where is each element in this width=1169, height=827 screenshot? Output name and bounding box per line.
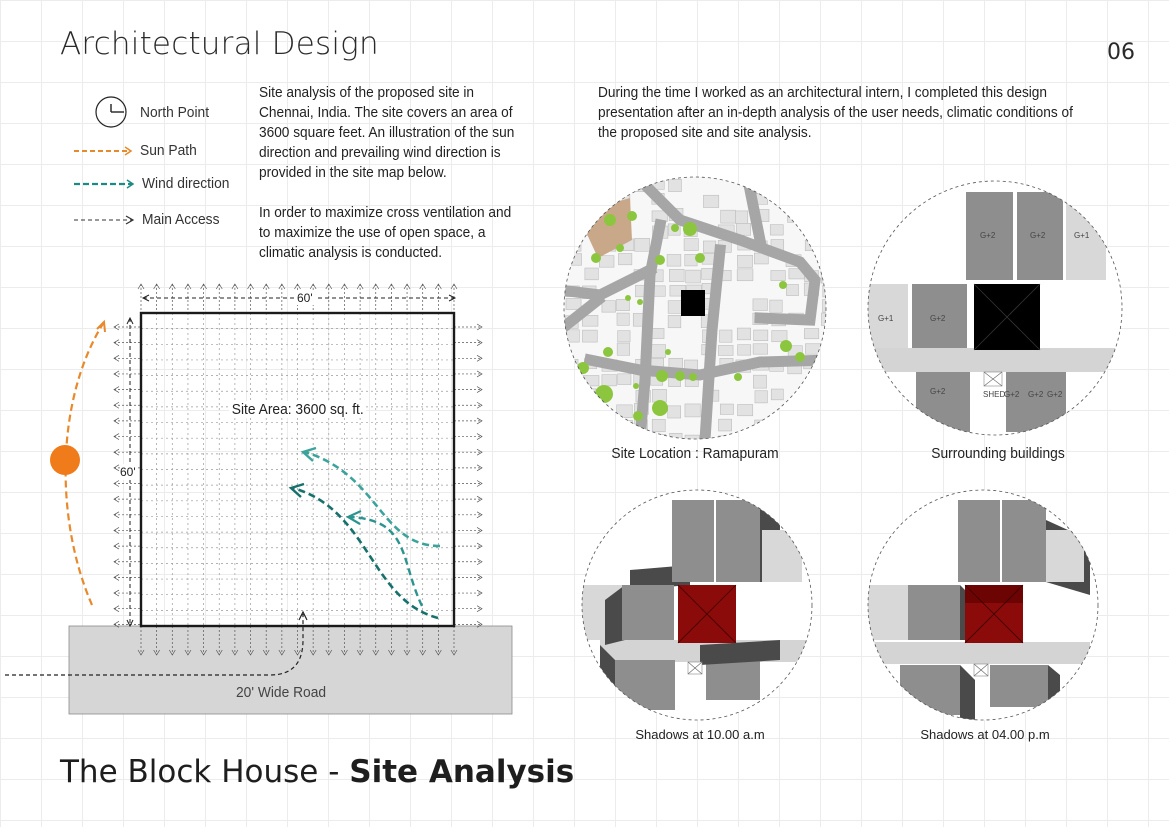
building-block: [582, 389, 596, 399]
tree-icon: [675, 371, 685, 381]
footer-title: [60, 754, 574, 790]
building-block: [805, 240, 818, 250]
tree-icon: [595, 385, 613, 403]
tree-icon: [591, 253, 601, 263]
building-block: [685, 404, 700, 417]
site-description-text: Site analysis of the proposed site in Chennai, India. The site covers an area of 3600 square feet. An illustration of the sun direction and prevailing wind direction is provided in the site map below.: [259, 84, 515, 181]
building-block: [821, 374, 836, 385]
legend-north-point-label: North Point: [140, 104, 210, 121]
building-block: [753, 299, 767, 311]
building-block: [582, 420, 594, 431]
building-block: [720, 330, 732, 342]
building-block: [567, 375, 583, 386]
building-block: [821, 270, 834, 283]
building-block: [753, 344, 767, 354]
building-block: [668, 301, 683, 314]
climate-description-text: In order to maximize cross ventilation and to maximize the use of open space, a climatic analysis is conducted.: [259, 204, 512, 261]
building-block: [567, 421, 583, 434]
building-block: [599, 256, 614, 267]
legend-main-access-label: Main Access: [142, 211, 220, 228]
building-block: [619, 420, 633, 430]
building-block: [565, 196, 579, 207]
tree-icon: [779, 281, 787, 289]
tree-icon: [689, 373, 697, 381]
building-block: [718, 345, 733, 355]
tree-icon: [633, 383, 639, 389]
sun-path-arrow-icon: [74, 147, 131, 155]
building-block: [566, 298, 581, 309]
tree-icon: [671, 224, 679, 232]
building-block: [566, 404, 581, 414]
intro-text: During the time I worked as an architectural intern, I completed this design presentation after an in-depth analysis of the user needs, climatic conditions of the proposed site and site analysis.: [598, 84, 1073, 141]
legend-sun-path-label: Sun Path: [140, 142, 197, 159]
building-block: [651, 345, 665, 358]
road-label: 20' Wide Road: [236, 684, 327, 701]
building-block: [770, 300, 782, 312]
building-block: [771, 270, 785, 280]
building-block: [755, 391, 767, 403]
surrounding-buildings-caption: Surrounding buildings: [931, 445, 1065, 462]
building-block: [804, 328, 818, 338]
shadows-am-caption: Shadows at 10.00 a.m: [635, 727, 765, 742]
tree-icon: [652, 400, 668, 416]
building-block: [820, 403, 832, 414]
building-block: [771, 420, 787, 433]
tree-icon: [616, 244, 624, 252]
sun-icon: [50, 445, 80, 475]
building-block: [786, 419, 801, 431]
sun-path: [50, 322, 105, 605]
building-block: [771, 389, 783, 400]
tree-icon: [795, 352, 805, 362]
footer-title-light: The Block House -: [60, 754, 350, 790]
building-block: [685, 254, 697, 265]
footer-title-bold: Site Analysis: [349, 754, 575, 790]
building-block: [669, 269, 684, 281]
site-location-map: [560, 175, 838, 448]
building-block: [600, 421, 615, 431]
shadows-pm-map: [860, 480, 1110, 730]
building-block: [820, 419, 835, 431]
building-block: [652, 419, 665, 431]
building-label: G+2: [1030, 231, 1046, 240]
building-block: [770, 179, 783, 191]
building-block: [565, 241, 581, 251]
building-block: [736, 223, 750, 235]
building-block: [805, 344, 821, 354]
north-point-icon: [96, 97, 126, 127]
tree-icon: [625, 295, 631, 301]
tree-icon: [637, 299, 643, 305]
building-block: [618, 374, 631, 385]
building-block: [567, 223, 581, 234]
building-block: [585, 268, 598, 280]
building-label: G+1: [878, 314, 894, 323]
building-block: [822, 225, 837, 235]
building-block: [755, 420, 770, 433]
building-block: [738, 405, 753, 416]
shadows-am-map: [575, 480, 825, 730]
building-label: SHED: [983, 390, 1006, 399]
building-label: G+2: [1004, 390, 1020, 399]
building-block: [618, 254, 631, 265]
building-block: [617, 343, 630, 355]
building-label: G+1: [1074, 231, 1090, 240]
tree-icon: [695, 253, 705, 263]
tree-icon: [780, 340, 792, 352]
building-block: [821, 436, 835, 448]
building-block: [786, 285, 798, 296]
site-width-label: 60': [294, 291, 316, 305]
building-block: [668, 315, 681, 327]
building-block: [754, 181, 768, 193]
wind-direction-arrow-icon: [74, 180, 133, 188]
shadows-pm-caption: Shadows at 04.00 p.m: [920, 727, 1050, 742]
site-location-caption: Site Location : Ramapuram: [611, 445, 779, 462]
building-block: [616, 299, 629, 310]
building-label: G+2: [980, 231, 996, 240]
building-block: [770, 225, 783, 235]
building-block: [753, 375, 766, 388]
building-block: [804, 436, 820, 447]
building-block: [822, 194, 838, 206]
page-number: 06: [1107, 40, 1135, 65]
tree-icon: [683, 222, 697, 236]
tree-icon: [655, 255, 665, 265]
building-block: [670, 433, 683, 443]
site-grid: [141, 313, 454, 626]
building-block: [567, 178, 580, 189]
building-block: [786, 406, 799, 418]
site-marker: [681, 290, 705, 316]
building-block: [737, 255, 752, 267]
tree-icon: [604, 214, 616, 226]
building-label: G+2: [1028, 390, 1044, 399]
building-block: [566, 359, 578, 369]
building-block: [754, 330, 768, 341]
tree-icon: [603, 347, 613, 357]
building-block: [566, 389, 581, 400]
building-block: [618, 331, 630, 342]
legend-wind-direction-label: Wind direction: [142, 175, 230, 192]
building-block: [719, 419, 732, 431]
building-block: [737, 269, 753, 281]
site-area-label: Site Area: 3600 sq. ft.: [229, 401, 366, 418]
building-block: [821, 313, 834, 325]
building-block: [806, 180, 819, 192]
building-block: [735, 211, 747, 223]
building-block: [617, 405, 633, 418]
building-block: [568, 254, 582, 266]
building-block: [667, 254, 681, 266]
main-access-arrow-icon: [74, 216, 133, 224]
building-block: [583, 404, 598, 414]
tree-icon: [665, 349, 671, 355]
building-block: [821, 388, 835, 401]
building-block: [823, 181, 838, 191]
building-block: [602, 375, 617, 386]
building-block: [584, 375, 599, 385]
building-block: [703, 241, 715, 252]
building-block: [582, 330, 597, 342]
building-block: [738, 345, 751, 355]
tree-icon: [633, 411, 643, 421]
building-block: [635, 238, 650, 251]
tree-icon: [656, 370, 668, 382]
building-block: [668, 179, 681, 191]
building-block: [822, 300, 835, 313]
building-block: [617, 313, 629, 325]
building-label: G+2: [1047, 390, 1063, 399]
surrounding-buildings-map: [860, 175, 1130, 445]
building-block: [772, 331, 787, 342]
building-block: [703, 195, 718, 207]
building-block: [737, 328, 750, 340]
building-block: [721, 210, 736, 223]
building-label: G+2: [930, 314, 946, 323]
building-block: [684, 239, 698, 251]
building-label: G+2: [930, 387, 946, 396]
building-block: [738, 434, 753, 446]
building-block: [601, 179, 617, 191]
building-block: [686, 270, 701, 283]
tree-icon: [734, 373, 742, 381]
building-block: [602, 301, 616, 312]
site-height-label: 60': [120, 465, 136, 479]
building-block: [668, 406, 681, 418]
page-title: Architectural Design: [60, 26, 379, 62]
building-block: [720, 404, 733, 414]
tree-icon: [627, 211, 637, 221]
building-block: [567, 210, 579, 221]
